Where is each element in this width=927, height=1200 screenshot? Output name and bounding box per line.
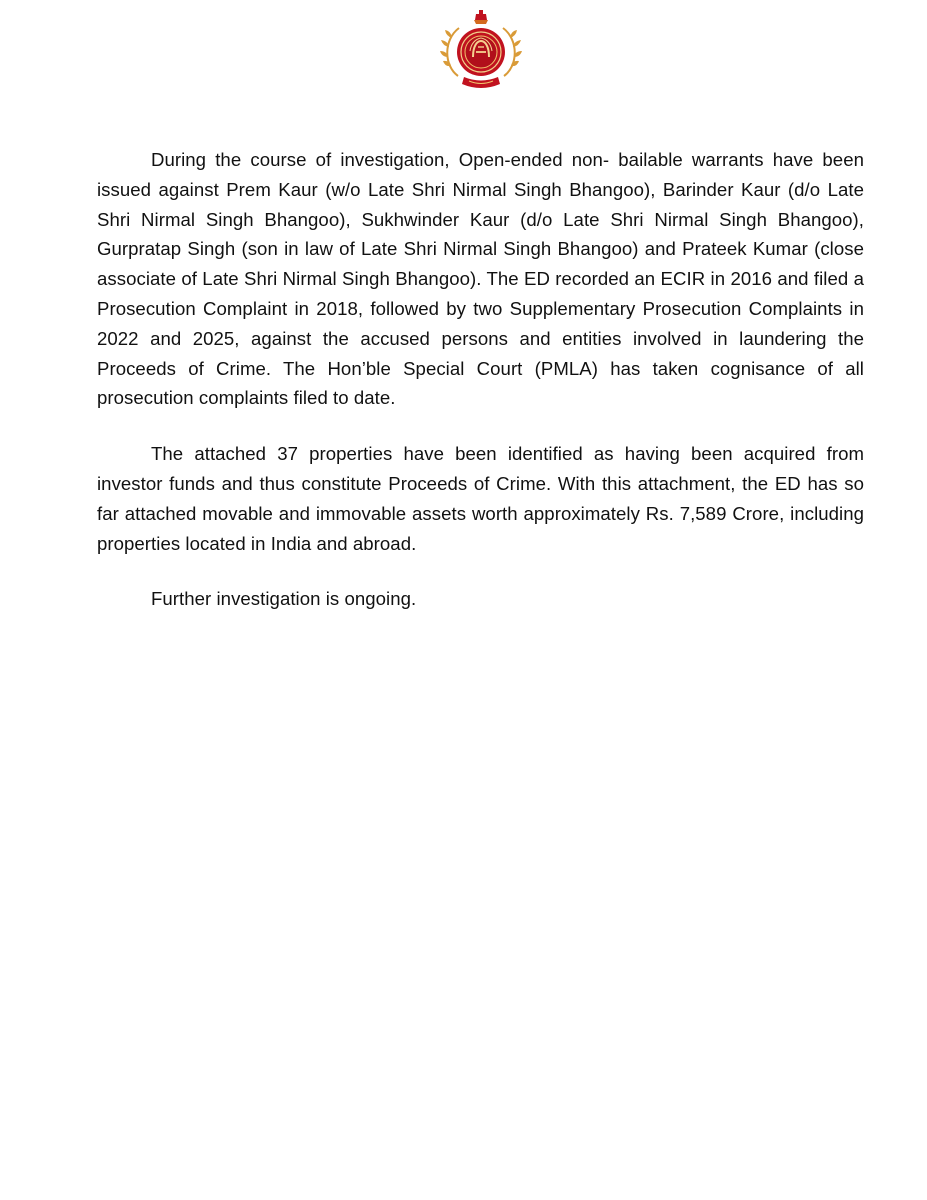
ed-emblem-icon [440,8,522,94]
paragraph-ongoing: Further investigation is ongoing. [151,588,417,610]
paragraph-attachment: The attached 37 properties have been identified as having been acquired from investor funds and thus constitute Proceeds of Crime. With this attachment, the ED has so far attached movable and immovable assets worth approximately Rs. 7,589 Crore, including properties located in India and abroad. [97,443,864,554]
paragraph-investigation: During the course of investigation, Open-ended non- bailable warrants have been issued against Prem Kaur (w/o Late Shri Nirmal Singh Bhangoo), Barinder Kaur (d/o Late Shri Nirmal Singh Bhangoo), Sukhwinder Kaur (d/o Late Shri Nirmal Singh Bhangoo), Gurpratap Singh (son in law of Late Shri Nirmal Singh Bhangoo) and Prateek Kumar (close associate of Late Shri Nirmal Singh Bhangoo). The ED recorded an ECIR in 2016 and filed a Prosecution Complaint in 2018, followed by two Supplementary Prosecution Complaints in 2022 and 2025, against the accused persons and entities involved in laundering the Proceeds of Crime. The Hon’ble Special Court (PMLA) has taken cognisance of all prosecution complaints filed to date. [97,149,864,409]
document-body [97,145,864,614]
